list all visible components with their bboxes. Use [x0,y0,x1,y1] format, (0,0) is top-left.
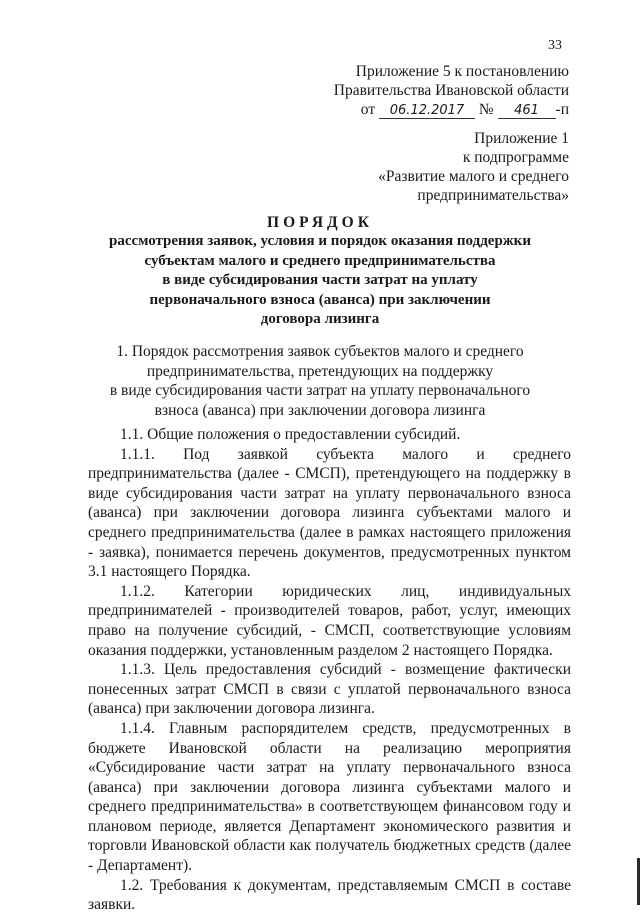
section-line-2: предпринимательства, претендующих на поддержку [146,362,494,380]
appendix-line-2: к подпрограмме [462,149,569,166]
page-number: 33 [548,38,562,53]
subtitle-line-4: первоначального взноса (аванса) при заключении [149,291,491,308]
appendix-header [378,129,569,205]
paragraph-1-1-4: 1.1.4. Главным распорядителем средств, предусмотренных в бюджете Ивановской области на реализацию мероприятия «Субсидирование части затрат на уплату первоначального взноса (аванса) при заключении договора лизинга субъектами малого и среднего предпринимательства» в соответствующем финансовом году и плановом периоде, является Департамент экономического развития и торговли Ивановской области как получатель бюджетных средств (далее - Департамент). [88,719,571,875]
paragraph-1-1-3: 1.1.3. Цель предоставления субсидий - возмещение фактически понесенных затрат СМСП в связи с уплатой первоначального взноса (аванса) при заключении договора лизинга. [88,661,571,718]
paragraph-1-1-1: 1.1.1. Под заявкой субъекта малого и среднего предпринимательства (далее - СМСП), претендующего на поддержку в виде субсидирования части затрат на уплату первоначального взноса (аванса) при заключении договора лизинга субъектами малого и среднего предпринимательства (далее в рамках настоящего приложения - заявка), понимается перечень документов, предусмотренных пунктом 3.1 настоящего Порядка. [88,445,571,581]
section-line-1: 1. Порядок рассмотрения заявок субъектов малого и среднего [116,343,524,360]
subtitle-line-1: рассмотрения заявок, условия и порядок оказания поддержки [109,233,531,249]
appendix-line-1: Приложение 1 [474,130,569,147]
section-1-heading [100,342,540,420]
body-text [88,425,571,915]
appendix-line-3: «Развитие малого и среднего [378,168,569,185]
section-line-3: в виде субсидирования части затрат на уплату первоначального [109,382,531,399]
paragraph-1-2: 1.2. Требования к документам, представляемым СМСП в составе заявки. [88,876,571,914]
subtitle-line-3: в виде субсидирования части затрат на уплату [162,272,478,288]
resolution-header [334,62,569,119]
subtitle-line-5: договора лизинга [260,311,380,327]
paragraph-1-1: 1.1. Общие положения о предоставлении субсидий. [120,426,461,443]
paragraph-1-1-2: 1.1.2. Категории юридических лиц, индивидуальных предпринимателей - производителей товаров, работ, услуг, имеющих право на получение субсидий, - СМСП, соответствующие условиям оказания поддержки, установленным разделом 2 настоящего Порядка. [88,582,571,659]
header-from-label: от [360,101,376,118]
appendix-line-4: предпринимательства» [417,187,569,204]
section-line-4: взноса (аванса) при заключении договора лизинга [154,401,486,419]
document-subtitle [100,232,540,330]
header-line-1: Приложение 5 к постановлению [355,63,569,80]
header-line-3 [334,100,569,119]
handwritten-date: 06.12.2017 [379,103,475,119]
subtitle-line-2: субъектам малого и среднего предпринимательства [144,252,496,269]
header-number-label: № [478,101,494,118]
header-number-suffix: -п [555,101,569,118]
handwritten-number: 461 [498,103,556,119]
document-title: ПОРЯДОК [267,214,373,231]
header-line-2: Правительства Ивановской области [333,82,569,99]
